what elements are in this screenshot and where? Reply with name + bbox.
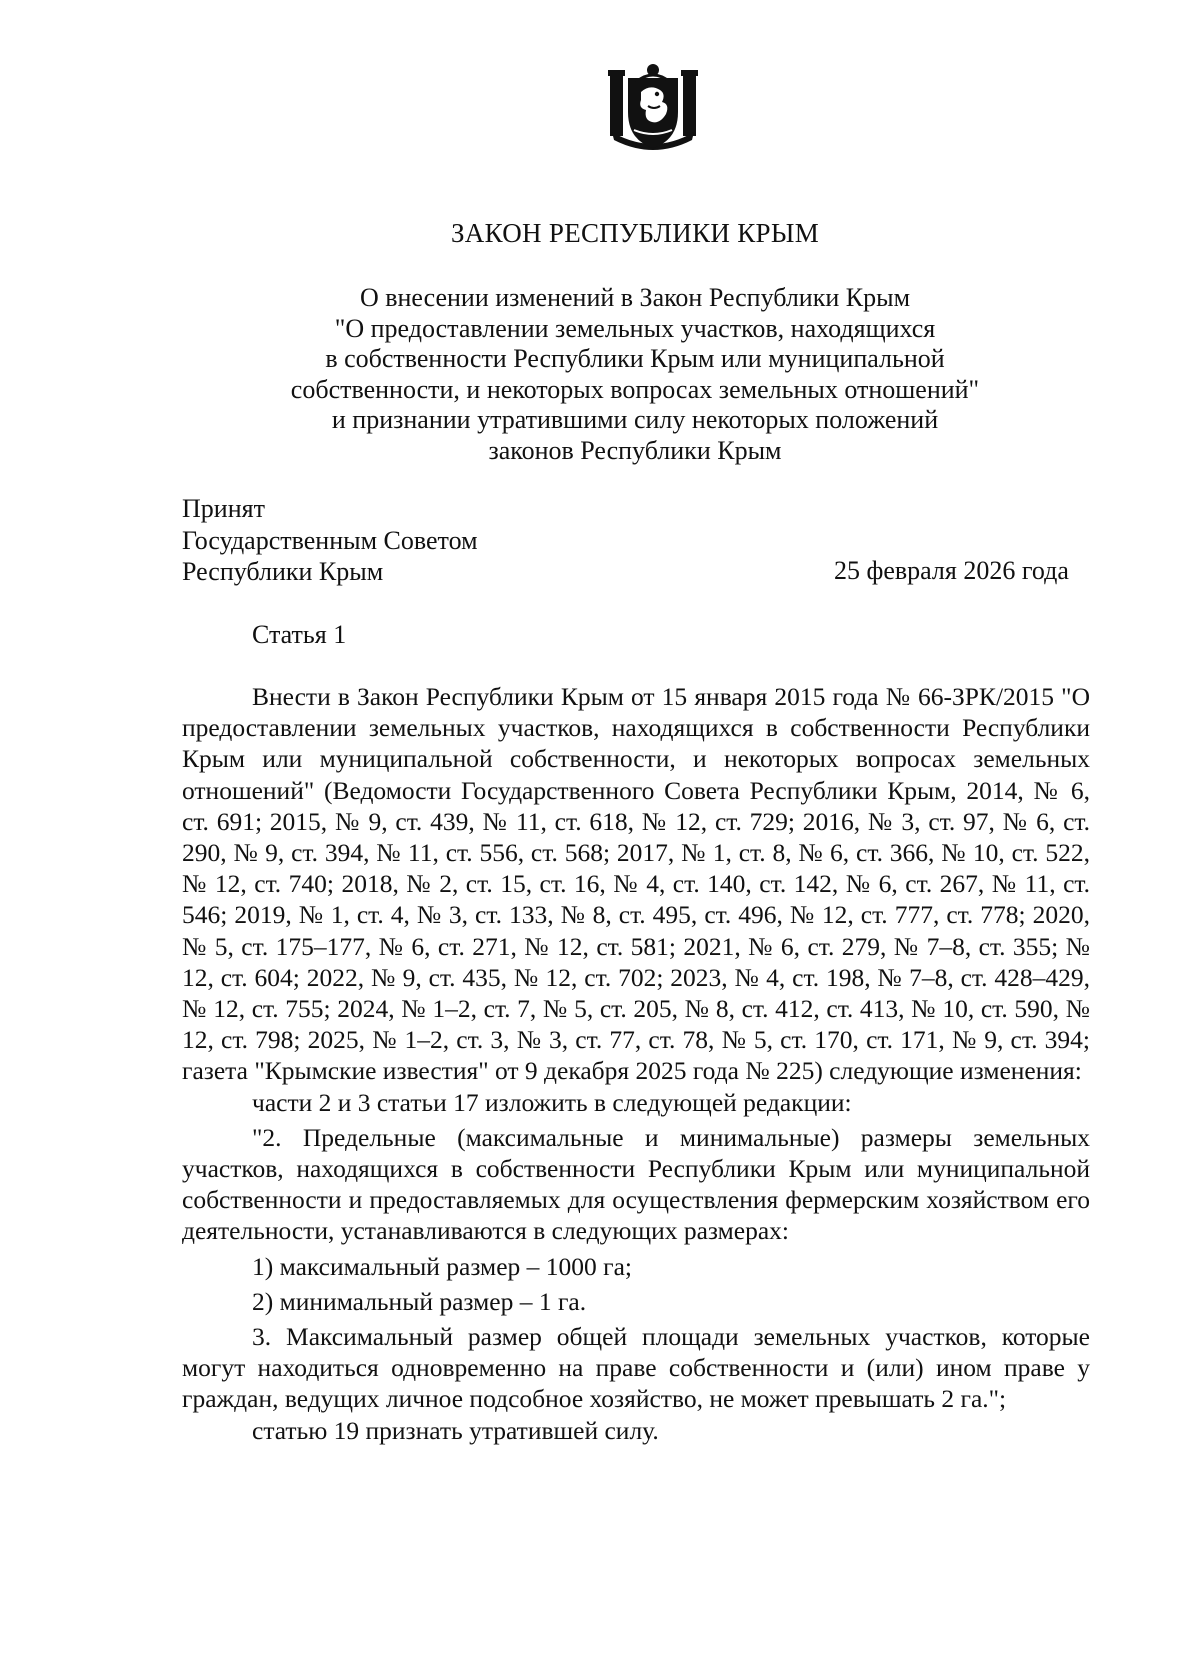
subtitle-line: законов Республики Крым [488,435,782,465]
adoption-line: Республики Крым [182,557,384,586]
adoption-block [182,493,478,588]
list-item: 2) минимальный размер – 1 га. [252,1286,587,1316]
subtitle-line: в собственности Республики Крым или муниципальной [325,344,945,373]
subtitle-line: и признании утратившими силу некоторых положений [331,405,939,434]
article-intro-paragraph: Внести в Закон Республики Крым от 15 января 2015 года № 66-ЗРК/2015 "О предоставлении земельных участков, находящихся в собственности Республики Крым или муниципальной собственности, и некоторых вопросах земельных отношений" (Ведомости Государственного Совета Республики Крым, 2014, № 6, ст. 691; 2015, № 9, ст. 439, № 11, ст. 618, № 12, ст. 729; 2016, № 3, ст. 97, № 6, ст. 290, № 9, ст. 394, № 11, ст. 556, ст. 568; 2017, № 1, ст. 8, № 6, ст. 366, № 10, ст. 522, № 12, ст. 740; 2018, № 2, ст. 15, ст. 16, № 4, ст. 140, ст. 142, № 6, ст. 267, № 11, ст. 546; 2019, № 1, ст. 4, № 3, ст. 133, № 8, ст. 495, ст. 496, № 12, ст. 777, ст. 778; 2020, № 5, ст. 175–177, № 6, ст. 271, № 12, ст. 581; 2021, № 6, ст. 279, № 7–8, ст. 355; № 12, ст. 604; 2022, № 9, ст. 435, № 12, ст. 702; 2023, № 4, ст. 198, № 7–8, ст. 428–429, № 12, ст. 755; 2024, № 1–2, ст. 7, № 5, ст. 205, № 8, ст. 412, ст. 413, № 10, ст. 590, № 12, ст. 798; 2025, № 1–2, ст. 3, № 3, ст. 77, ст. 78, № 5, ст. 170, ст. 171, № 9, ст. 394; газета "Крымские известия" от 9 декабря 2025 года № 225) следующие изменения: [182,682,1090,1086]
adoption-line: Принят [182,494,265,523]
article-body [182,681,1090,1446]
list-item: 1) максимальный размер – 1000 га; [252,1251,632,1281]
adoption-date: 25 февраля 2026 года [834,556,1069,585]
adoption-line: Государственным Советом [182,525,478,555]
change-paragraph: части 2 и 3 статьи 17 изложить в следующей редакции: [252,1087,852,1117]
subtitle-line: "О предоставлении земельных участков, находящихся [334,313,936,343]
law-subtitle [230,283,1040,466]
subtitle-line: О внесении изменений в Закон Республики Крым [359,283,911,312]
part-2-paragraph: "2. Предельные (максимальные и минимальные) размеры земельных участков, находящихся в собственности Республики Крым или муниципальной собственности и предоставляемых для осуществления фермерским хозяйством его деятельности, устанавливаются в следующих размерах: [182,1122,1090,1246]
subtitle-line: собственности, и некоторых вопросах земельных отношений" [290,374,980,404]
change-paragraph: статью 19 признать утратившей силу. [252,1415,659,1445]
article-title: Статья 1 [252,620,347,649]
law-title: ЗАКОН РЕСПУБЛИКИ КРЫМ [450,218,820,248]
part-3-paragraph: 3. Максимальный размер общей площади земельных участков, которые могут находиться одновременно на праве собственности и (или) ином праве у граждан, ведущих личное подсобное хозяйство, не может превышать 2 га."; [182,1322,1090,1414]
crimea-coat-of-arms-icon [608,60,698,152]
